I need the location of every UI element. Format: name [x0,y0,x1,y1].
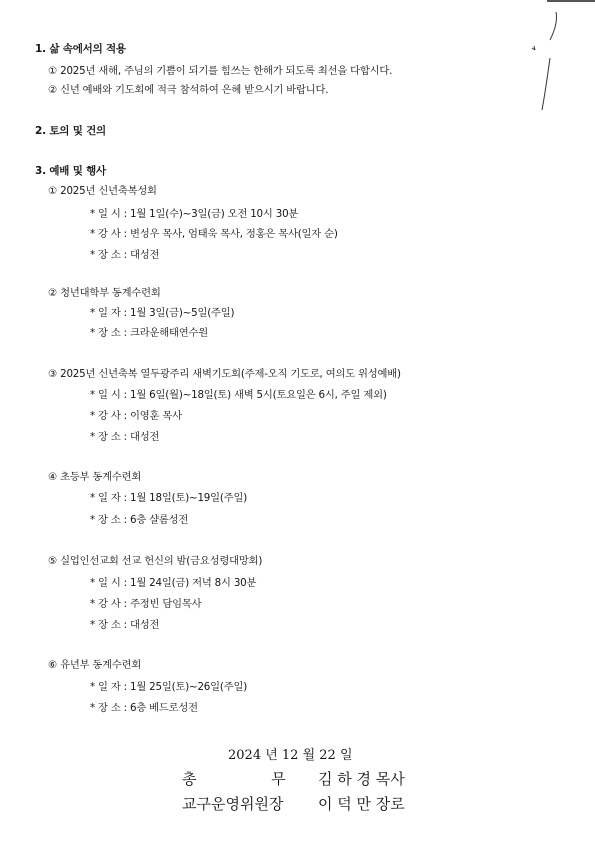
event-row-label: * 일 시 [90,389,121,401]
event-row [60,597,201,611]
event-row-value: : 1월 24일(금) 저녁 8시 30분 [123,577,257,589]
event-title: ⑤ 실업인선교회 선교 헌신의 밤(금요성령대망회) [48,555,263,567]
signer-role-1: 총 무 [182,770,286,788]
event-row-value: : 대성전 [123,619,160,631]
event-row-label: * 강 사 [90,410,121,422]
event-row [60,227,338,241]
event-row [60,409,182,423]
event-row [60,576,256,590]
event-row-value: : 대성전 [123,431,160,443]
signer-name-1: 김 하 경 목사 [318,770,405,788]
scan-edge-mark [547,0,595,2]
event-row-label: * 일 시 [90,208,121,220]
section-1-item: ① 2025년 새해, 주님의 기쁨이 되기를 힘쓰는 한해가 되도록 최선을 다합시다. [48,65,393,77]
event-title: ⑥ 유년부 동계수련회 [48,659,142,671]
event-row-value: : 이영훈 목사 [123,410,182,422]
event-row-label: * 장 소 [90,514,121,526]
event-title: ③ 2025년 신년축복 열두광주리 새벽기도회(주제-오직 기도로, 여의도 위성예배) [48,368,401,380]
event-row-label: * 일 시 [90,577,121,589]
event-row-value: : 변성우 목사, 엄태욱 목사, 정홍은 목사(일자 순) [123,228,338,240]
event-row-label: * 장 소 [90,431,121,443]
event-row-label: * 장 소 [90,249,121,261]
event-row-value: : 6층 샬롬성전 [123,514,189,526]
event-row-value: : 1월 3일(금)~5일(주일) [123,307,235,319]
event-title: ② 청년대학부 동계수련회 [48,287,161,299]
event-row-label: * 장 소 [90,619,121,631]
event-title: ① 2025년 신년축복성회 [48,185,157,197]
section-3-heading: 3. 예배 및 행사 [35,165,106,177]
event-row [60,248,159,262]
handwritten-mark [528,10,568,120]
event-row [60,326,208,340]
event-row [60,701,198,715]
event-row-value: : 주정빈 담임목사 [123,598,202,610]
event-row-value: : 1월 25일(토)~26일(주일) [123,681,248,693]
event-row [60,491,247,505]
event-row-label: * 장 소 [90,327,121,339]
event-row-value: : 대성전 [123,249,160,261]
document-date: 2024 년 12 월 22 일 [228,748,353,763]
section-2-heading: 2. 토의 및 건의 [35,125,106,137]
section-1-item: ② 신년 예배와 기도회에 적극 참석하여 은혜 받으시기 바랍니다. [48,84,329,96]
event-row [60,388,387,402]
signer-role-2: 교구운영위원장 [182,795,284,813]
event-row [60,306,234,320]
event-row-label: * 강 사 [90,228,121,240]
event-row-value: : 크라운해태연수원 [123,327,208,339]
event-row-label: * 장 소 [90,702,121,714]
event-title: ④ 초등부 동계수련회 [48,471,142,483]
event-row [60,430,159,444]
signer-name-2: 이 덕 만 장로 [318,795,405,813]
event-row [60,207,298,221]
event-row-label: * 강 사 [90,598,121,610]
event-row [60,618,159,632]
event-row-value: : 6층 베드로성전 [123,702,198,714]
event-row-value: : 1월 6일(월)~18일(토) 새벽 5시(토요일은 6시, 주일 제외) [123,389,387,401]
section-1-heading: 1. 삶 속에서의 적용 [35,43,126,55]
event-row [60,513,188,527]
event-row-label: * 일 자 [90,307,121,319]
event-row-label: * 일 자 [90,492,121,504]
event-row-value: : 1월 18일(토)~19일(주일) [123,492,248,504]
event-row-value: : 1월 1일(수)~3일(금) 오전 10시 30분 [123,208,299,220]
event-row-label: * 일 자 [90,681,121,693]
event-row [60,680,247,694]
